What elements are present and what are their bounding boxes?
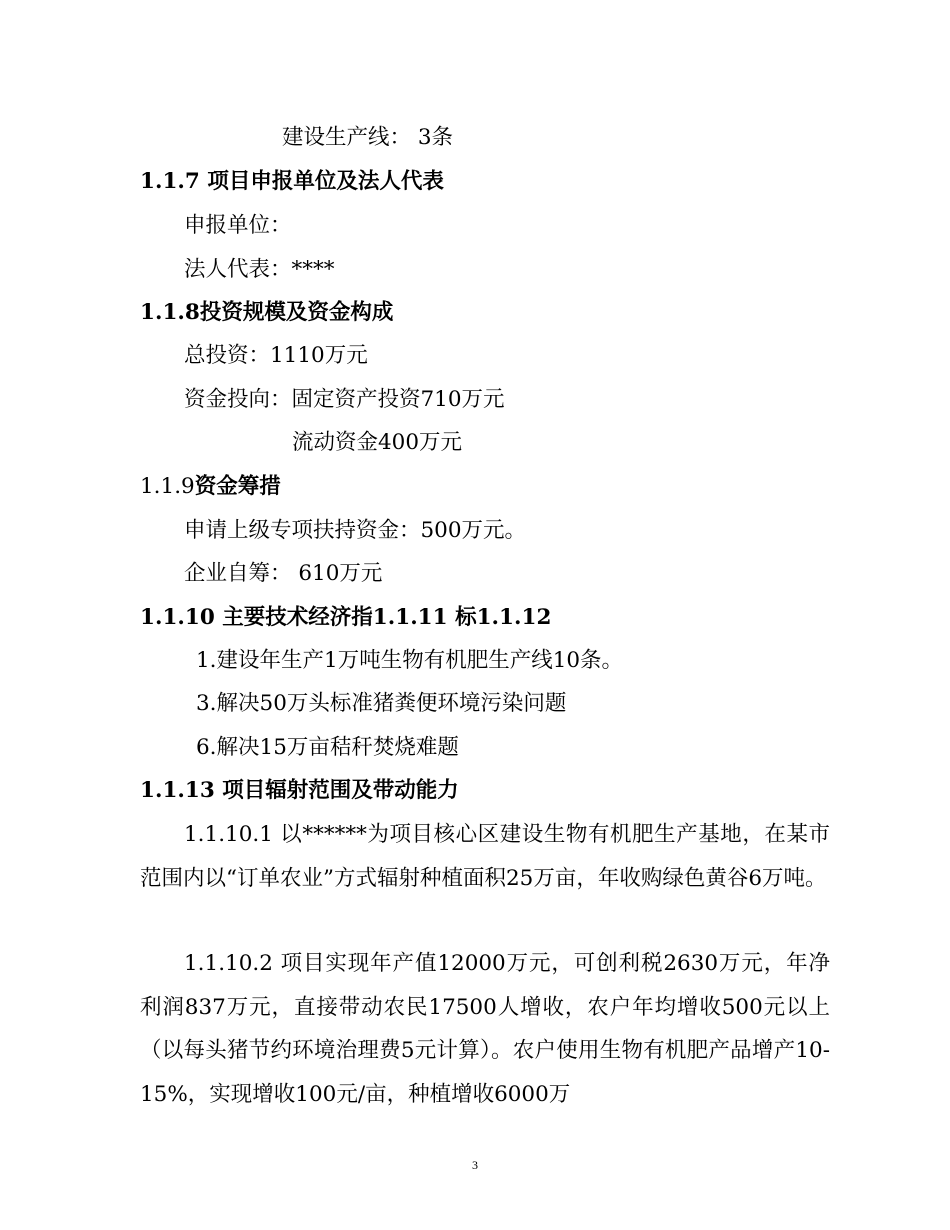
heading-1-1-9 [140, 472, 281, 502]
page-number: 3 [472, 1158, 478, 1172]
legal-rep-text: 法人代表：**** [184, 257, 335, 282]
fund-allocation-text: 资金投向：固定资产投资710万元 [184, 387, 505, 412]
special-fund-text: 申请上级专项扶持资金：500万元。 [184, 518, 527, 543]
paragraph-1-1-10-1-text: 1.1.10.1 以******为项目核心区建设生物有机肥生产基地，在某市范围内以“订单农业”方式辐射种植面积25万亩，年收购绿色黄谷6万吨。 [140, 822, 830, 891]
total-investment-text: 总投资：1110万元 [184, 343, 368, 368]
heading-1-1-9-title: 资金筹措 [194, 474, 281, 499]
indicator-item-1: 1.建设年生产1万吨生物有机肥生产线10条。 [196, 648, 624, 673]
paragraph-1-1-10-2-text: 1.1.10.2 项目实现年产值12000万元，可创利税2630万元，年净利润837万元，直接带动农民17500人增收，农户年均增收500元以上（以每头猪节约环境治理费5元计算）。农户使用生物有机肥产品增产10-15%，实现增收100元/亩，种植增收6000万 [140, 951, 830, 1107]
production-lines-text: 建设生产线： 3条 [282, 125, 454, 150]
indicator-item-6: 6.解决15万亩秸秆焚烧难题 [196, 735, 459, 760]
indicator-item-3: 3.解决50万头标准猪粪便环境污染问题 [196, 691, 567, 716]
paragraph-1-1-10-2 [140, 942, 830, 1116]
heading-1-1-7: 1.1.7 项目申报单位及法人代表 [140, 169, 444, 194]
working-capital-text: 流动资金400万元 [292, 430, 463, 455]
paragraph-1-1-10-1 [140, 813, 830, 900]
heading-1-1-9-number: 1.1.9 [140, 474, 195, 499]
applicant-unit-text: 申报单位： [184, 213, 292, 238]
heading-1-1-10: 1.1.10 主要技术经济指1.1.11 标1.1.12 [140, 605, 552, 630]
heading-1-1-8: 1.1.8投资规模及资金构成 [140, 300, 394, 325]
self-raised-text: 企业自筹： 610万元 [184, 561, 383, 586]
heading-1-1-13: 1.1.13 项目辐射范围及带动能力 [140, 778, 459, 803]
